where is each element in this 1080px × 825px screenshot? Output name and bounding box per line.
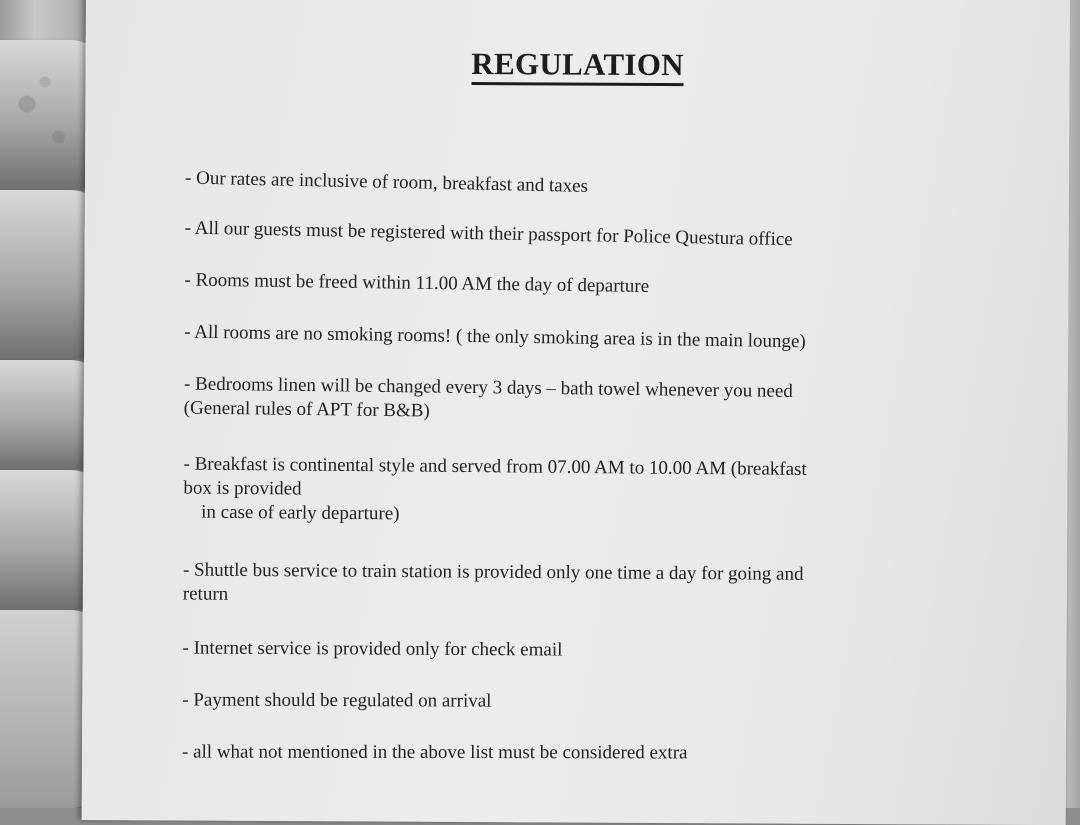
page-title bbox=[86, 44, 1070, 85]
rule-line: - Shuttle bus service to train station is provided only one time a day for going and bbox=[182, 559, 804, 585]
list-item bbox=[184, 373, 1045, 432]
rule-line: - Internet service is provided only for check email bbox=[182, 637, 563, 661]
rule-line: - Payment should be regulated on arrival bbox=[182, 689, 492, 712]
rule-line: - All our guests must be registered with their passport for Police Questura office bbox=[184, 217, 793, 251]
list-item bbox=[184, 269, 1044, 305]
list-item bbox=[182, 689, 1042, 716]
list-item bbox=[185, 167, 1045, 209]
list-item bbox=[185, 217, 1045, 258]
rule-line: - Rooms must be freed within 11.00 AM the day of departure bbox=[184, 269, 650, 298]
rule-line: in case of early departure) bbox=[201, 501, 400, 525]
rule-line: box is provided bbox=[183, 477, 302, 500]
title-text: REGULATION bbox=[471, 46, 684, 86]
rule-line: (General rules of APT for B&B) bbox=[183, 397, 430, 422]
rule-line: - All rooms are no smoking rooms! ( the only smoking area is in the main lounge) bbox=[184, 321, 806, 353]
list-item bbox=[183, 559, 1043, 613]
rule-line: return bbox=[182, 583, 229, 605]
fabric-pattern bbox=[0, 60, 90, 170]
rule-line: - Our rates are inclusive of room, breakfast and taxes bbox=[184, 167, 589, 197]
regulation-sheet bbox=[82, 0, 1070, 825]
rule-line: - Breakfast is continental style and served from 07.00 AM to 10.00 AM (breakfast bbox=[183, 453, 807, 480]
list-item bbox=[184, 321, 1044, 359]
rule-line: - Bedrooms linen will be changed every 3 days – bath towel whenever you need bbox=[183, 373, 793, 402]
list-item bbox=[183, 453, 1044, 533]
rule-line: - all what not mentioned in the above list must be considered extra bbox=[181, 741, 688, 764]
list-item bbox=[182, 741, 1042, 767]
list-item bbox=[182, 637, 1042, 666]
